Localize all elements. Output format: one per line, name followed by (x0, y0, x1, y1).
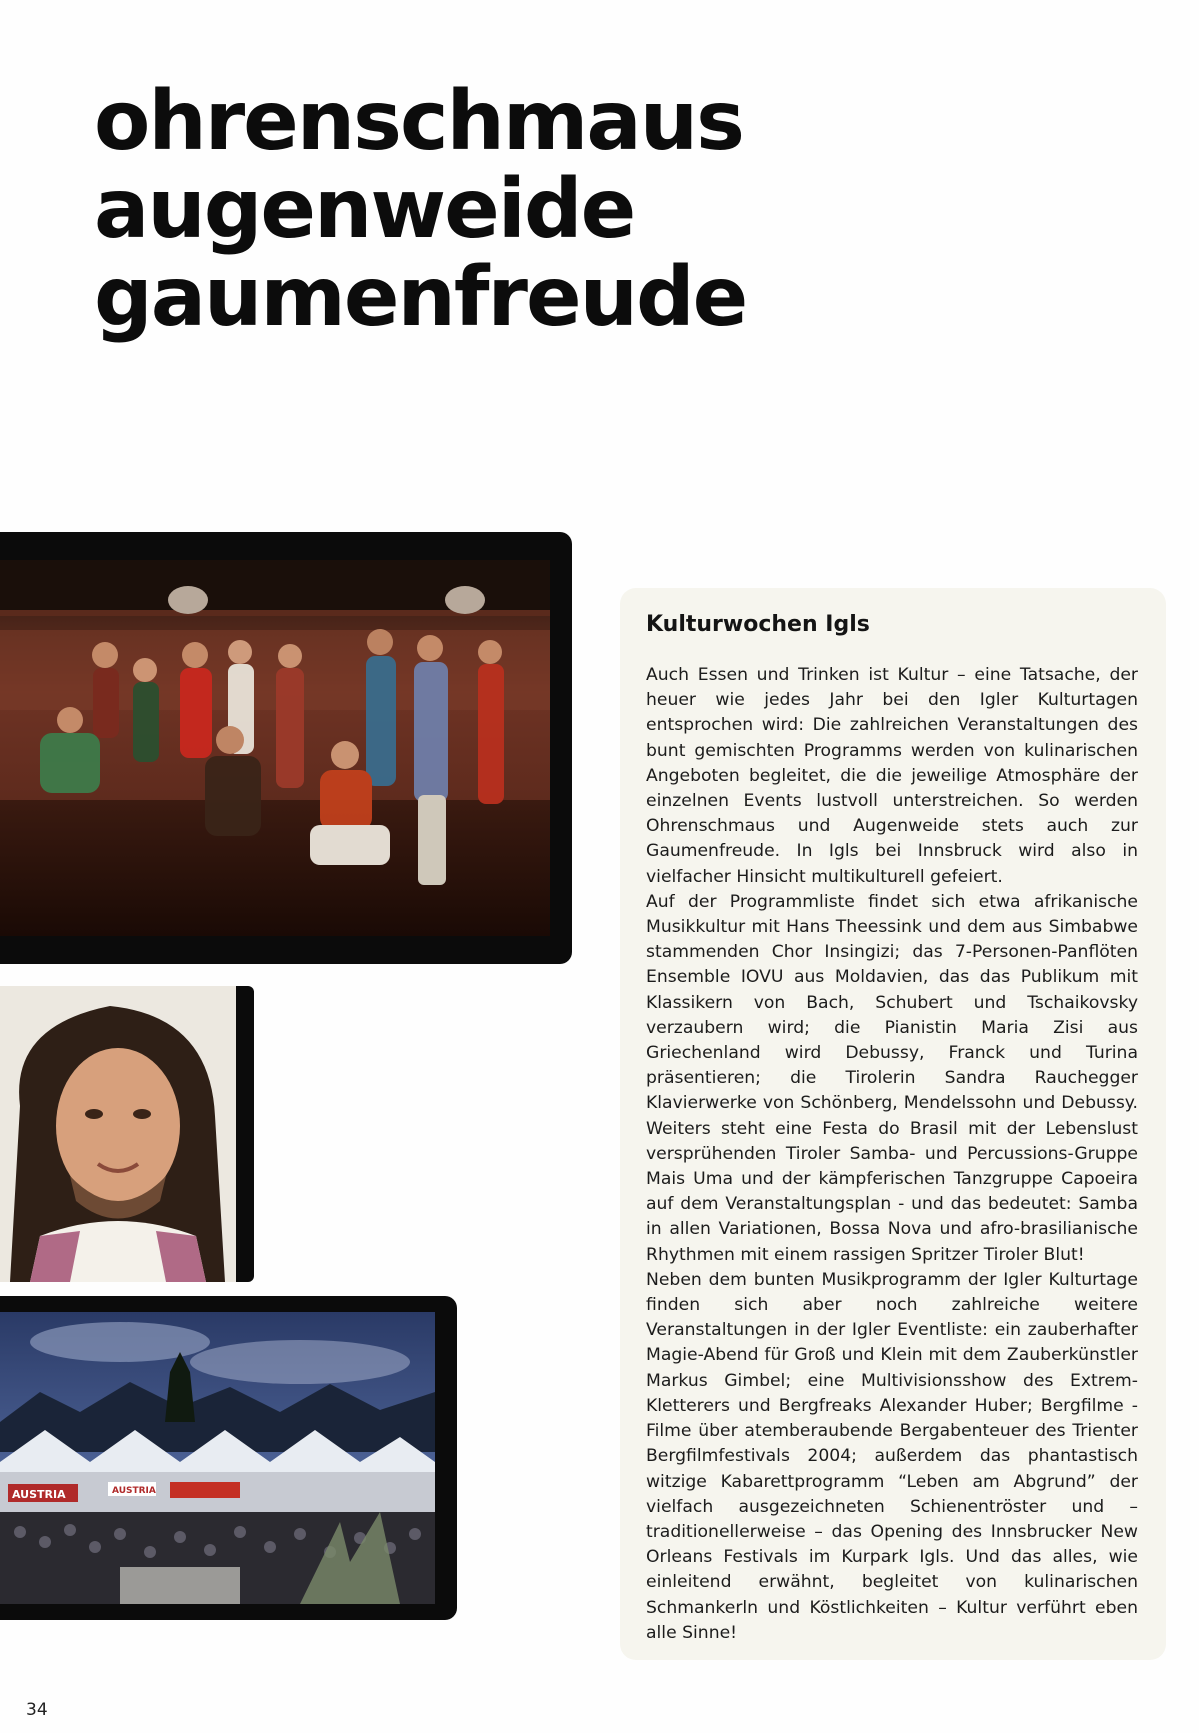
headline-line-1: ohrenschmaus (94, 74, 743, 169)
headline-line-2: augenweide (94, 162, 635, 257)
festival-illustration (0, 1312, 435, 1604)
portrait-illustration (0, 986, 236, 1282)
portrait-photo (0, 986, 254, 1282)
sidebar-title: Kulturwochen Igls (646, 612, 870, 637)
sidebar-paragraph-2: Auf der Programmliste findet sich etwa afrikanische Musikkultur mit Hans Theessink und dem aus Simbabwe stammenden Chor Insingizi; das 7-Personen-Panflöten Ensemble IOVU aus Moldavien, das das Publikum mit Klassikern von Bach, Schubert und Tschaikovsky verzaubern wird; die Pianistin Maria Zisi aus Griechenland wird Debussy, Franck und Turina präsentieren; die Tirolerin Sandra Rauchegger Klavierwerke von Schönberg, Mendelssohn und Debussy. Weiters steht eine Festa do Brasil mit der Lebenslust versprühenden Tiroler Samba- und Percussions-Gruppe Mais Uma und der kämpferischen Tanzgruppe Capoeira auf dem Veranstaltungsplan - und das bedeutet: Samba in allen Variationen, Bossa Nova und afro-brasilianische Rhythmen mit einem rassigen Spritzer Tiroler Blut! (646, 891, 1138, 1265)
article-sidebar (620, 588, 1166, 1660)
performers-group-photo-image (0, 560, 550, 936)
portrait-photo-image (0, 986, 236, 1282)
page-number: 34 (26, 1700, 48, 1720)
sidebar-paragraph-1: Auch Essen und Trinken ist Kultur – eine Tatsache, der heuer wie jedes Jahr bei den Igler Kulturtagen entsprochen wird: Die zahlreichen Veranstaltungen des bunt gemischten Programms werden von kulinarischen Angeboten begleitet, die die jeweilige Atmosphäre der einzelnen Events lustvoll unterstreichen. So werden Ohrenschmaus und Augenweide stets auch zur Gaumenfreude. In Igls bei Innsbruck wird also in vielfacher Hinsicht multikulturell gefeiert. (646, 665, 1138, 887)
festival-banner-1: AUSTRIA (12, 1488, 66, 1501)
festival-banner-2: AUSTRIA (112, 1486, 156, 1496)
performers-group-illustration (0, 560, 550, 936)
festival-photo-image (0, 1312, 435, 1604)
sidebar-body (646, 663, 1138, 1646)
performers-group-photo (0, 532, 572, 964)
festival-photo (0, 1296, 457, 1620)
headline-line-3: gaumenfreude (94, 250, 747, 345)
sidebar-paragraph-3: Neben dem bunten Musikprogramm der Igler Kulturtage finden sich aber noch zahlreiche weitere Veranstaltungen in der Igler Eventliste: ein zauberhafter Magie-Abend für Groß und Klein mit dem Zauberkünstler Markus Gimbel; eine Multivisionsshow des Extrem-Kletterers und Bergfreaks Alexander Huber; Bergfilme - Filme über atemberaubende Bergabenteuer des Trienter Bergfilmfestivals 2004; außerdem das phantastisch witzige Kabarettprogramm “Leben am Abgrund” der vielfach ausgezeichneten Schienentröster und – traditionellerweise – das Opening des Innsbrucker New Orleans Festivals im Kurpark Igls. Und das alles, wie einleitend erwähnt, begleitet von kulinarischen Schmankerln und Köstlichkeiten – Kultur verführt eben alle Sinne! (646, 1269, 1138, 1643)
page-headline (94, 74, 794, 345)
